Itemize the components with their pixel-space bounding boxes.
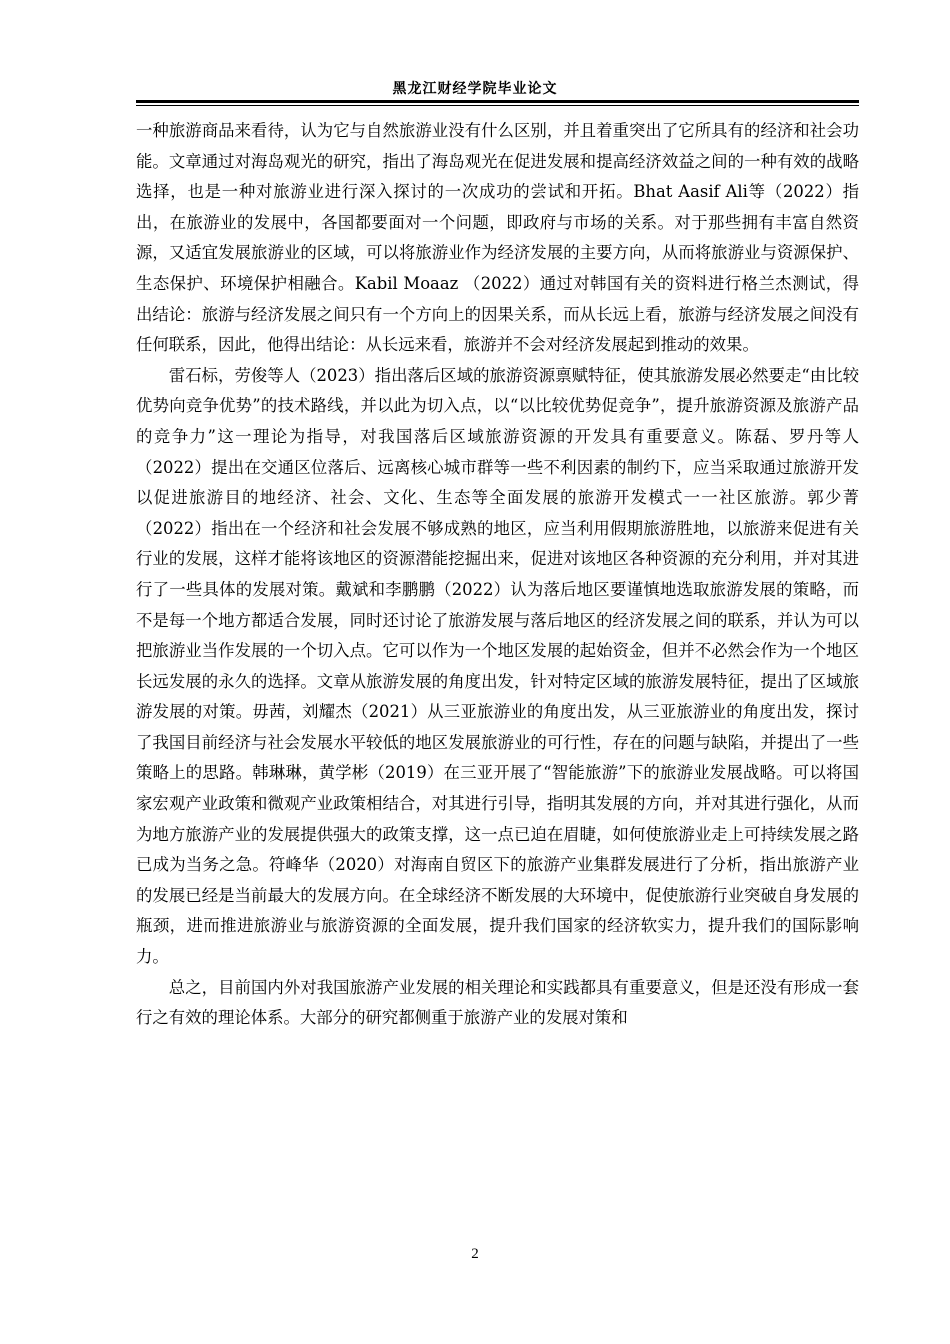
header-rule-thick <box>136 100 859 103</box>
document-header-title: 黑龙江财经学院毕业论文 <box>392 81 558 97</box>
paragraph-continued: 一种旅游商品来看待，认为它与自然旅游业没有什么区别，并且着重突出了它所具有的经济和社会功能。文章通过对海岛观光的研究，指出了海岛观光在促进发展和提高经济效益之间的一种有效的战略选择，也是一种对旅游业进行深入探讨的一次成功的尝试和开拓。Bhat Aasif Ali等（2022）指出，在旅游业的发展中，各国都要面对一个问题，即政府与市场的关系。对于那些拥有丰富自然资源，又适宜发展旅游业的区域，可以将旅游业作为经济发展的主要方向，从而将旅游业与资源保护、生态保护、环境保护相融合。Kabil Moaaz （2022）通过对韩国有关的资料进行格兰杰测试，得出结论：旅游与经济发展之间只有一个方向上的因果关系，而从长远上看，旅游与经济发展之间没有任何联系，因此，他得出结论：从长远来看，旅游并不会对经济发展起到推动的效果。 <box>136 121 859 355</box>
document-body <box>136 116 859 1034</box>
page-number: 2 <box>471 1246 479 1262</box>
paragraph-summary: 总之，目前国内外对我国旅游产业发展的相关理论和实践都具有重要意义，但是还没有形成一套行之有效的理论体系。大部分的研究都侧重于旅游产业的发展对策和 <box>136 977 859 1028</box>
paragraph-literature-review: 雷石标，劳俊等人（2023）指出落后区域的旅游资源禀赋特征，使其旅游发展必然要走“由比较优势向竞争优势”的技术路线，并以此为切入点，以“以比较优势促竞争”，提升旅游资源及旅游产品的竞争力”这一理论为指导，对我国落后区域旅游资源的开发具有重要意义。陈磊、罗丹等人（2022）提出在交通区位落后、远离核心城市群等一些不利因素的制约下，应当采取通过旅游开发以促进旅游目的地经济、社会、文化、生态等全面发展的旅游开发模式一一社区旅游。郭少菁（2022）指出在一个经济和社会发展不够成熟的地区，应当利用假期旅游胜地，以旅游来促进有关行业的发展，这样才能将该地区的资源潜能挖掘出来，促进对该地区各种资源的充分利用，并对其进行了一些具体的发展对策。戴斌和李鹏鹏（2022）认为落后地区要谨慎地选取旅游发展的策略，而不是每一个地方都适合发展，同时还讨论了旅游发展与落后地区的经济发展之间的联系，并认为可以把旅游业当作发展的一个切入点。它可以作为一个地区发展的起始资金，但并不必然会作为一个地区长远发展的永久的选择。文章从旅游发展的角度出发，针对特定区域的旅游发展特征，提出了区域旅游发展的对策。毋茜，刘耀杰（2021）从三亚旅游业的角度出发，从三亚旅游业的角度出发，探讨了我国目前经济与社会发展水平较低的地区发展旅游业的可行性，存在的问题与缺陷，并提出了一些策略上的思路。韩琳琳，黄学彬（2019）在三亚开展了“智能旅游”下的旅游业发展战略。可以将国家宏观产业政策和微观产业政策相结合，对其进行引导，指明其发展的方向，并对其进行强化，从而为地方旅游产业的发展提供强大的政策支撑，这一点已迫在眉睫，如何使旅游业走上可持续发展之路已成为当务之急。符峰华（2020）对海南自贸区下的旅游产业集群发展进行了分析，指出旅游产业的发展已经是当前最大的发展方向。在全球经济不断发展的大环境中，促使旅游行业突破自身发展的瓶颈，进而推进旅游业与旅游资源的全面发展，提升我们国家的经济软实力，提升我们的国际影响力。 <box>136 365 859 967</box>
header-rule-thin <box>136 105 859 106</box>
